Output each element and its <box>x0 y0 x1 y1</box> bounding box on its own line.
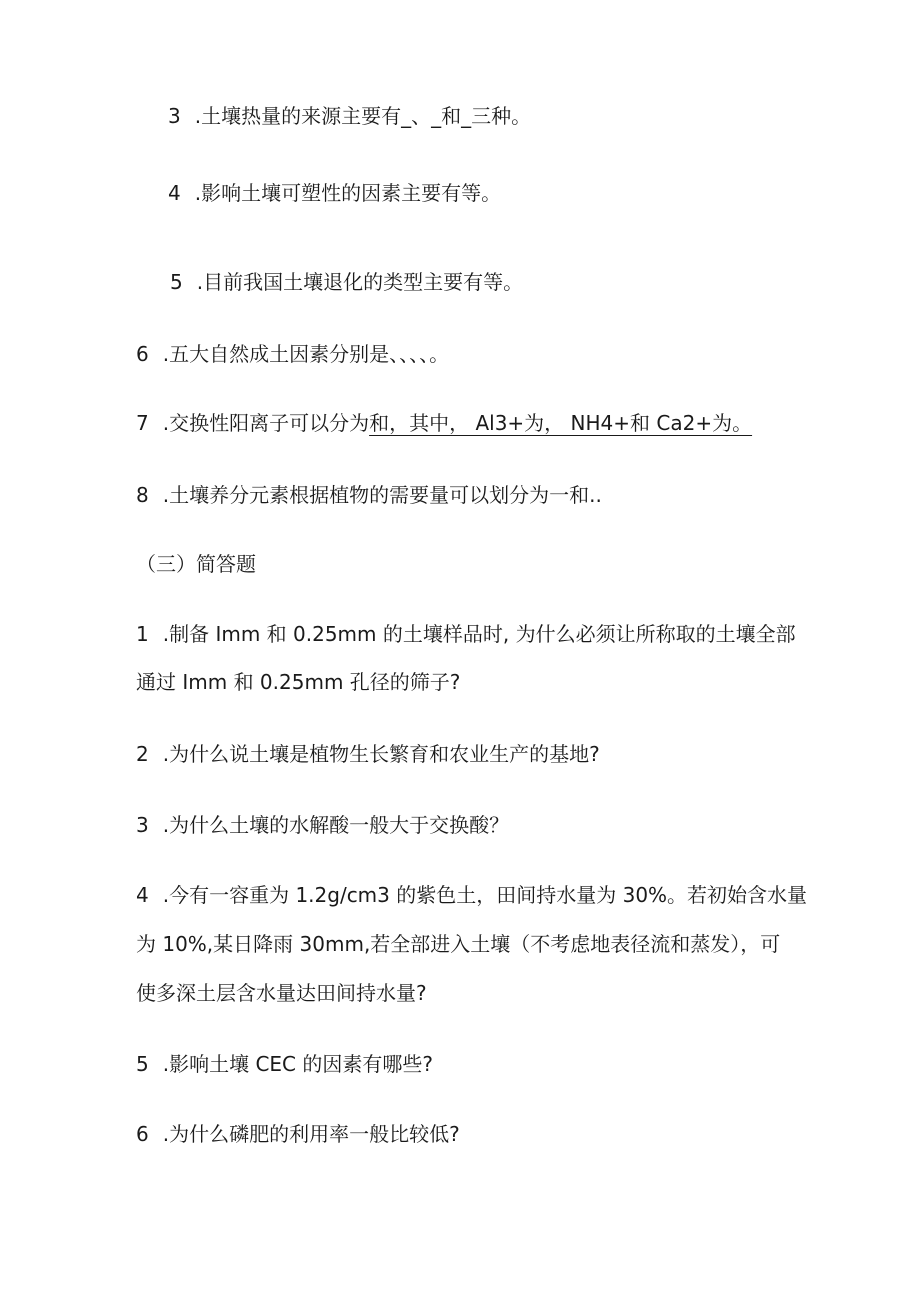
question-text: .目前我国土壤退化的类型主要有等。 <box>196 270 524 294</box>
question-number: 6 <box>136 1122 149 1146</box>
short-answer-question-4-continuation: 使多深土层含水量达田间持水量? <box>136 981 427 1005</box>
short-answer-question-4 <box>136 885 807 905</box>
question-text: .影响土壤可塑性的因素主要有等。 <box>194 181 502 205</box>
short-answer-question-5 <box>136 1054 433 1074</box>
question-text: .今有一容重为 1.2g/cm3 的紫色土，田间持水量为 30%。若初始含水量 <box>162 883 808 907</box>
short-answer-question-6 <box>136 1124 460 1144</box>
question-number: 8 <box>136 483 149 507</box>
fill-blank-question-4 <box>168 183 501 203</box>
fill-blank-question-7 <box>136 413 752 433</box>
question-number: 4 <box>136 883 149 907</box>
fill-blank-question-6 <box>136 344 449 364</box>
question-text: .土壤养分元素根据植物的需要量可以划分为一和.. <box>162 483 602 507</box>
question-text: .为什么土壤的水解酸一般大于交换酸？ <box>162 813 510 837</box>
question-text: .为什么磷肥的利用率一般比较低? <box>162 1122 460 1146</box>
short-answer-question-3 <box>136 815 509 835</box>
question-number: 3 <box>168 104 181 128</box>
fill-blank-question-8 <box>136 485 602 505</box>
section-heading: （三）简答题 <box>136 552 256 576</box>
fill-blank-question-5 <box>170 272 523 292</box>
short-answer-question-4-continuation: 为 10%,某日降雨 30mm,若全部进入土壤（不考虑地表径流和蒸发），可 <box>136 932 781 956</box>
question-number: 3 <box>136 813 149 837</box>
question-text-underlined: 和，其中， Al3+为， NH4+和 Ca2+为。 <box>369 411 753 435</box>
fill-blank-question-3 <box>168 106 531 126</box>
question-text: .交换性阳离子可以分为 <box>162 411 370 435</box>
question-number: 4 <box>168 181 181 205</box>
question-text: .为什么说土壤是植物生长繁育和农业生产的基地? <box>162 742 600 766</box>
short-answer-question-1-continuation: 通过 Imm 和 0.25mm 孔径的筛子? <box>136 670 461 694</box>
question-text: .制备 Imm 和 0.25mm 的土壤样品时, 为什么必须让所称取的土壤全部 <box>162 622 796 646</box>
question-number: 5 <box>170 270 183 294</box>
question-text: .影响土壤 CEC 的因素有哪些? <box>162 1052 433 1076</box>
question-text: .土壤热量的来源主要有_、_和_三种。 <box>194 104 532 128</box>
question-number: 1 <box>136 622 149 646</box>
question-text: .五大自然成土因素分别是、、、、。 <box>162 342 450 366</box>
question-number: 7 <box>136 411 149 435</box>
question-number: 2 <box>136 742 149 766</box>
short-answer-question-2 <box>136 744 600 764</box>
question-number: 6 <box>136 342 149 366</box>
short-answer-question-1 <box>136 624 796 644</box>
question-number: 5 <box>136 1052 149 1076</box>
